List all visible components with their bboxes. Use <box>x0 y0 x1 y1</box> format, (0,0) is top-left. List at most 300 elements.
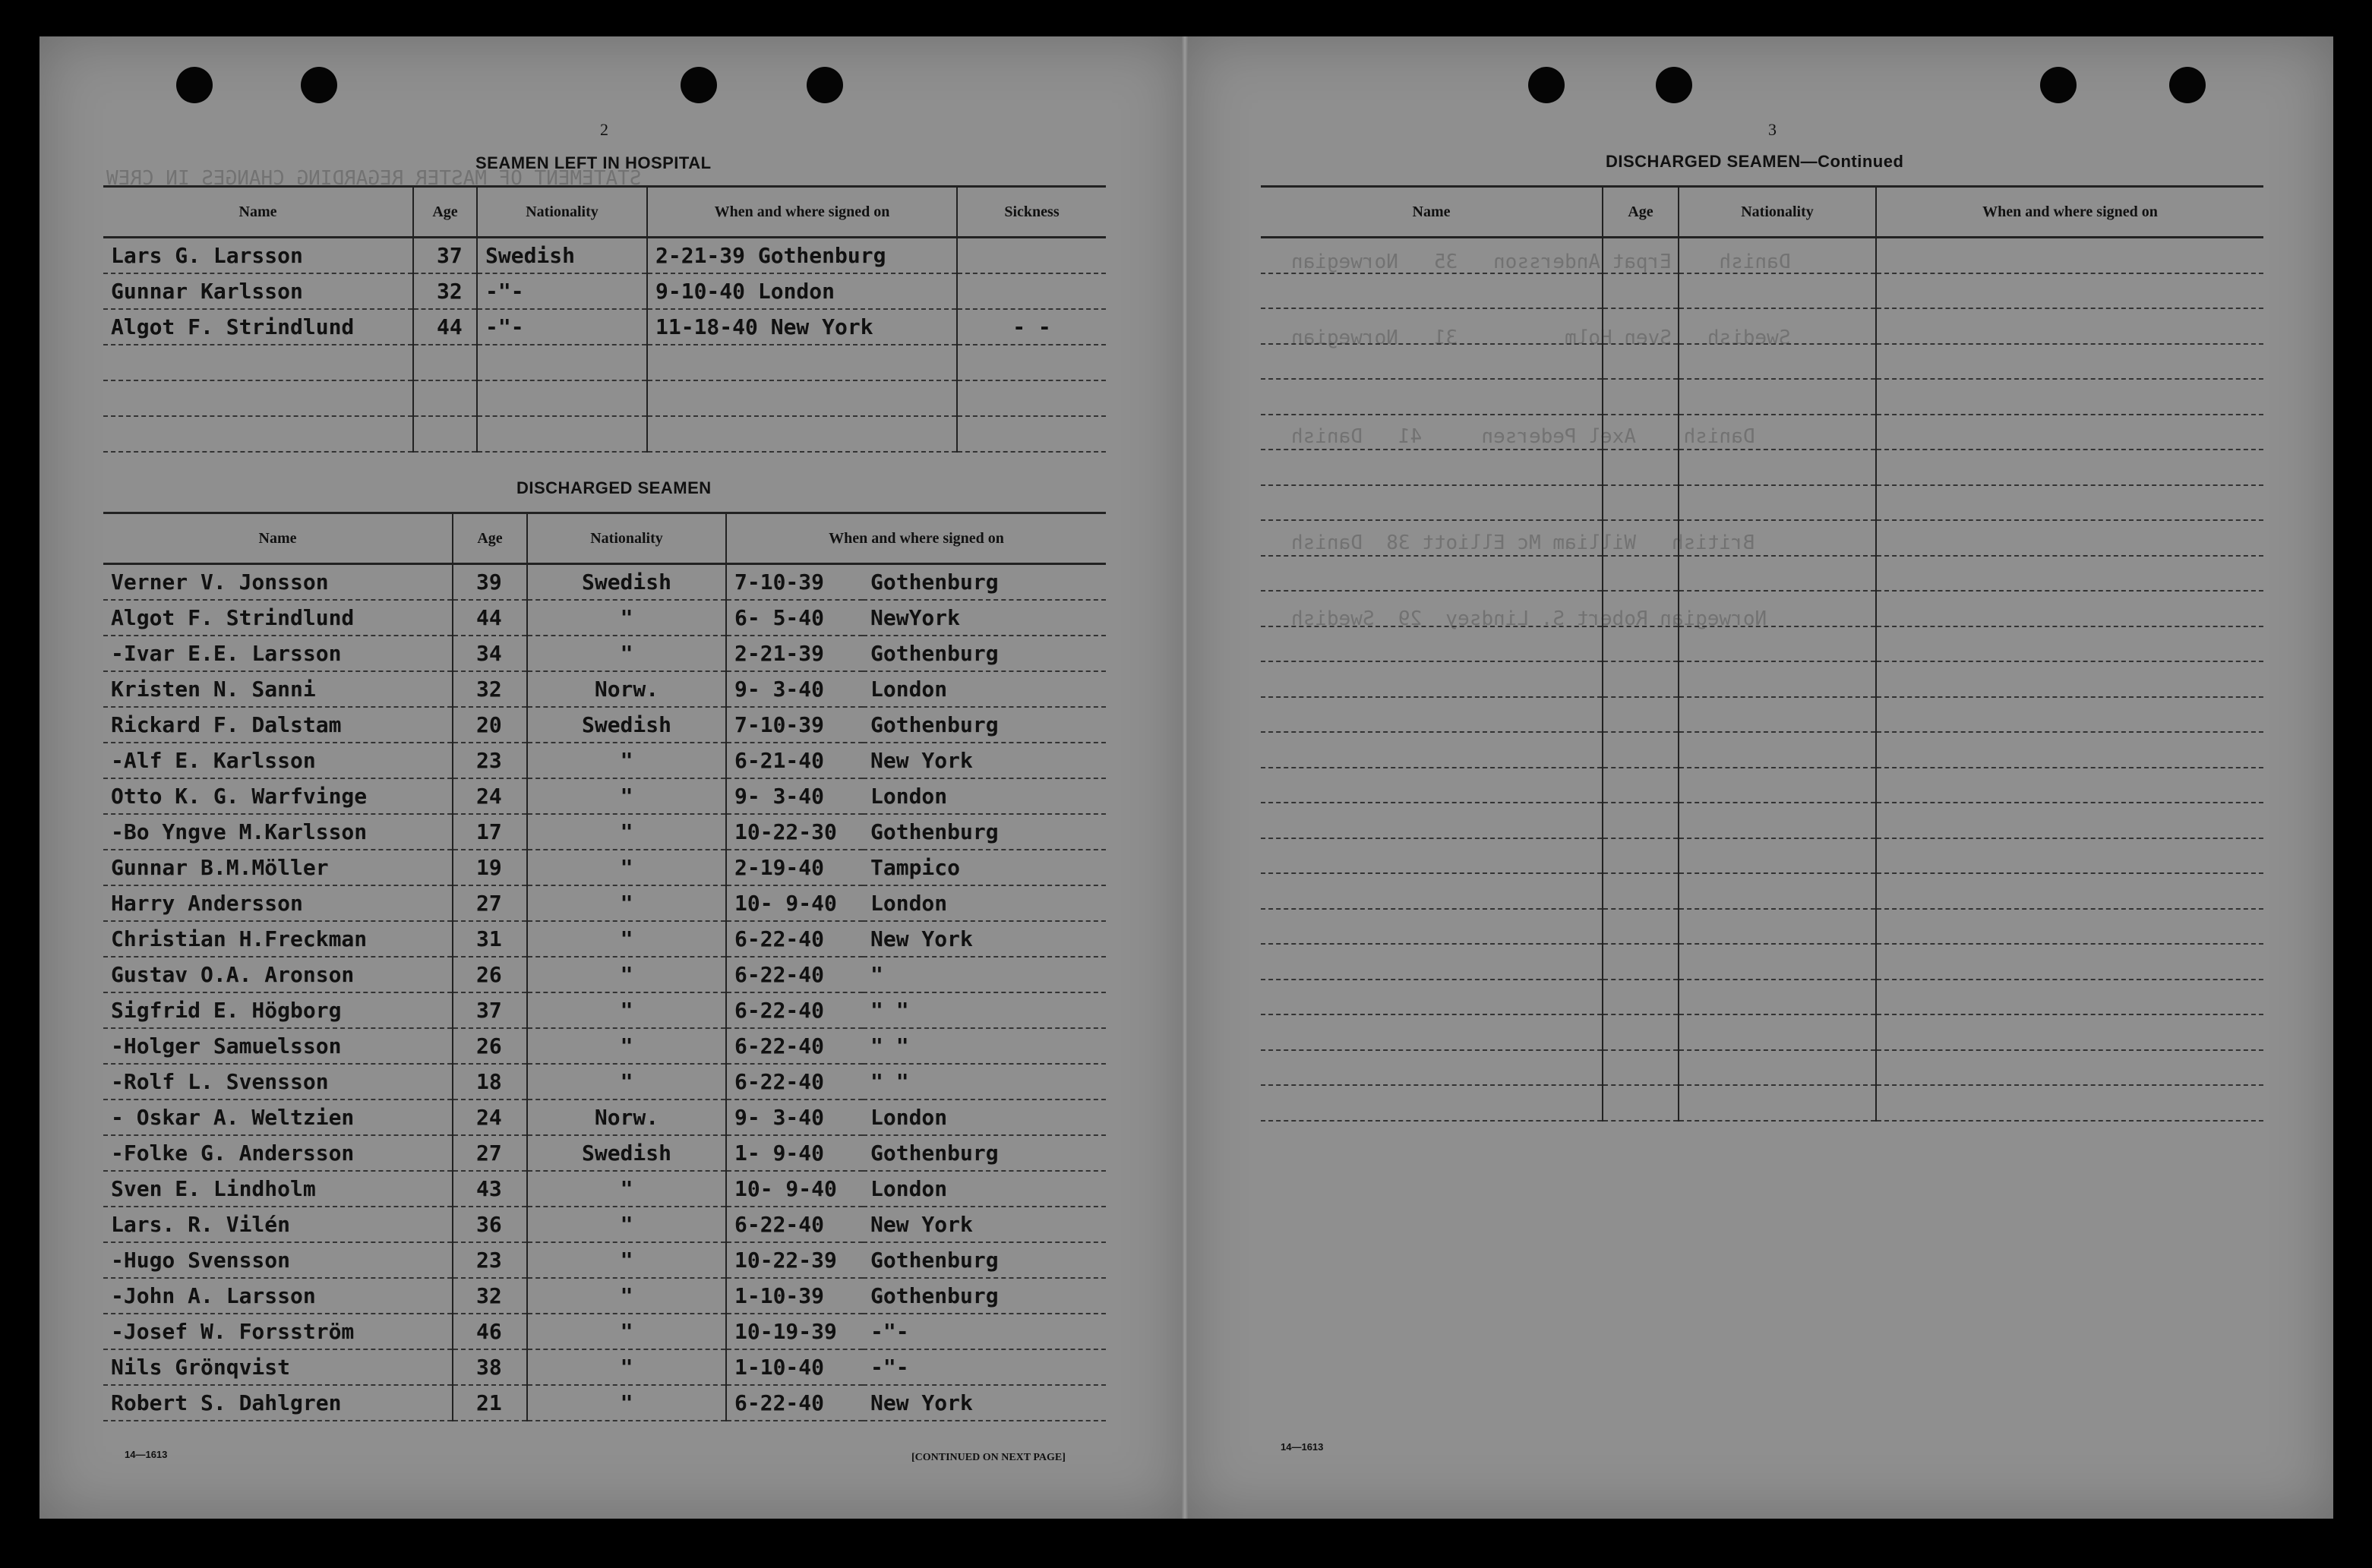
cell-name: Gunnar B.M.Möller <box>103 850 453 885</box>
cell-nationality: " <box>527 1207 726 1242</box>
cell-age <box>1603 556 1679 592</box>
column-header-age: Age <box>413 187 477 238</box>
cell-signed-place: Gothenburg <box>863 636 1106 671</box>
cell-signed-date: 7-10-39 <box>726 564 863 601</box>
table-row <box>1261 768 2263 803</box>
cell-name <box>1261 238 1603 273</box>
cell-name: Algot F. Strindlund <box>103 600 453 636</box>
cell-nationality <box>1679 273 1876 309</box>
cell-name <box>1261 803 1603 838</box>
cell-age: 44 <box>413 309 477 345</box>
table-row <box>1261 838 2263 874</box>
cell-age: 38 <box>453 1349 527 1385</box>
cell-signed-place: London <box>863 778 1106 814</box>
cell-name <box>103 345 413 380</box>
table-row <box>1261 980 2263 1015</box>
cell-name <box>103 380 413 416</box>
cell-signed-date: 9- 3-40 <box>726 778 863 814</box>
table-row <box>103 1099 1106 1135</box>
cell-age <box>1603 485 1679 521</box>
cell-age: 27 <box>453 1135 527 1171</box>
cell-signed-place: London <box>863 1171 1106 1207</box>
cell-nationality <box>1679 379 1876 415</box>
table-row <box>1261 697 2263 733</box>
cell-nationality: " <box>527 921 726 957</box>
cell-nationality: " <box>527 850 726 885</box>
table-header-row <box>103 187 1106 238</box>
cell-signed-place: " " <box>863 992 1106 1028</box>
cell-signed-place: -"- <box>863 1314 1106 1349</box>
cell-name <box>1261 768 1603 803</box>
cell-signed-place: Gothenburg <box>863 564 1106 601</box>
table-row <box>1261 520 2263 556</box>
cell-signed-date: 9- 3-40 <box>726 671 863 707</box>
cell-nationality <box>1679 1085 1876 1121</box>
cell-name: Christian H.Freckman <box>103 921 453 957</box>
column-header-age: Age <box>453 513 527 564</box>
cell-age: 32 <box>453 671 527 707</box>
cell-signed-date: 2-19-40 <box>726 850 863 885</box>
cell-nationality <box>1679 838 1876 874</box>
cell-nationality: " <box>527 885 726 921</box>
cell-age: 44 <box>453 600 527 636</box>
cell-name <box>1261 273 1603 309</box>
table-row <box>1261 591 2263 626</box>
cell-name <box>1261 1050 1603 1086</box>
cell-nationality <box>1679 1050 1876 1086</box>
cell-age <box>1603 768 1679 803</box>
cell-name <box>1261 838 1603 874</box>
discharged-continued-title: DISCHARGED SEAMEN—Continued <box>1606 152 1904 171</box>
cell-nationality: -"- <box>477 309 647 345</box>
cell-signed-on <box>1876 626 2263 662</box>
cell-signed-on <box>1876 308 2263 344</box>
table-row <box>103 957 1106 992</box>
cell-signed-date: 10- 9-40 <box>726 885 863 921</box>
cell-nationality <box>1679 873 1876 909</box>
cell-nationality: Swedish <box>527 1135 726 1171</box>
cell-name <box>1261 626 1603 662</box>
table-row <box>103 1314 1106 1349</box>
cell-name: -Bo Yngve M.Karlsson <box>103 814 453 850</box>
table-row <box>1261 485 2263 521</box>
cell-signed-date: 10-22-30 <box>726 814 863 850</box>
cell-age: 23 <box>453 1242 527 1278</box>
cell-age <box>1603 238 1679 273</box>
table-row <box>1261 661 2263 697</box>
cell-signed-place: -"- <box>863 1349 1106 1385</box>
page-number: 3 <box>1768 120 1777 139</box>
cell-signed-on <box>647 380 957 416</box>
cell-nationality: " <box>527 600 726 636</box>
cell-nationality <box>1679 450 1876 485</box>
cell-signed-on: 2-21-39 Gothenburg <box>647 238 957 274</box>
cell-signed-place: New York <box>863 743 1106 778</box>
page-gutter <box>1182 36 1188 1519</box>
cell-nationality: " <box>527 1349 726 1385</box>
column-header-name: Name <box>103 187 413 238</box>
cell-signed-on <box>1876 1014 2263 1050</box>
cell-nationality: Norw. <box>527 671 726 707</box>
cell-signed-date: 2-21-39 <box>726 636 863 671</box>
cell-signed-place: London <box>863 1099 1106 1135</box>
cell-nationality <box>477 416 647 452</box>
bleed-through-text: Danish Erpat Andersson 35 Norwegian <box>1291 251 1791 273</box>
cell-age: 17 <box>453 814 527 850</box>
cell-age <box>1603 803 1679 838</box>
cell-age: 39 <box>453 564 527 601</box>
cell-signed-on <box>1876 450 2263 485</box>
cell-age: 21 <box>453 1385 527 1421</box>
column-header-sickness: Sickness <box>957 187 1106 238</box>
table-row <box>103 564 1106 601</box>
cell-nationality: " <box>527 743 726 778</box>
cell-signed-on <box>1876 591 2263 626</box>
column-header-nationality: Nationality <box>1679 187 1876 238</box>
cell-name: -Rolf L. Svensson <box>103 1064 453 1099</box>
cell-nationality <box>1679 661 1876 697</box>
column-header-signed-on: When and where signed on <box>1876 187 2263 238</box>
cell-nationality <box>1679 238 1876 273</box>
cell-name <box>1261 591 1603 626</box>
column-header-name: Name <box>103 513 453 564</box>
bleed-through-text: Norwegian Robert S. Lindsey 29 Swedish <box>1291 607 1767 630</box>
cell-signed-place: Gothenburg <box>863 814 1106 850</box>
cell-age: 37 <box>413 238 477 274</box>
cell-nationality <box>1679 732 1876 768</box>
cell-signed-place: London <box>863 671 1106 707</box>
column-header-nationality: Nationality <box>527 513 726 564</box>
table-row <box>1261 238 2263 273</box>
column-header-signed-on: When and where signed on <box>726 513 1106 564</box>
cell-nationality <box>1679 1014 1876 1050</box>
cell-name <box>1261 415 1603 450</box>
cell-signed-on <box>1876 697 2263 733</box>
cell-nationality: Swedish <box>477 238 647 274</box>
table-row <box>1261 1014 2263 1050</box>
cell-age <box>1603 626 1679 662</box>
discharged-continued-table <box>1261 185 2263 1122</box>
cell-name <box>1261 873 1603 909</box>
cell-age <box>1603 732 1679 768</box>
cell-name <box>1261 944 1603 980</box>
table-row <box>1261 273 2263 309</box>
cell-signed-on <box>1876 661 2263 697</box>
cell-age <box>1603 944 1679 980</box>
cell-signed-on <box>1876 838 2263 874</box>
cell-signed-on <box>1876 944 2263 980</box>
table-row <box>1261 450 2263 485</box>
table-row <box>1261 556 2263 592</box>
cell-name <box>1261 1014 1603 1050</box>
cell-age <box>1603 450 1679 485</box>
form-code: 14—1613 <box>125 1449 168 1460</box>
table-row <box>103 1385 1106 1421</box>
form-code: 14—1613 <box>1281 1441 1324 1453</box>
discharged-section-title: DISCHARGED SEAMEN <box>516 478 712 497</box>
bleed-through-text: British William Mc Elliott 38 Danish <box>1291 532 1755 554</box>
cell-signed-place: Gothenburg <box>863 1242 1106 1278</box>
table-row <box>103 636 1106 671</box>
cell-sickness <box>957 273 1106 309</box>
cell-signed-date: 1-10-40 <box>726 1349 863 1385</box>
cell-name: Gunnar Karlsson <box>103 273 413 309</box>
cell-signed-place: " <box>863 957 1106 992</box>
hospital-section-title: SEAMEN LEFT IN HOSPITAL <box>475 153 712 172</box>
cell-signed-date: 6-22-40 <box>726 1207 863 1242</box>
cell-signed-date: 6-22-40 <box>726 1028 863 1064</box>
cell-name: Harry Andersson <box>103 885 453 921</box>
cell-nationality <box>1679 308 1876 344</box>
cell-age: 37 <box>453 992 527 1028</box>
table-row <box>103 416 1106 452</box>
table-row <box>1261 873 2263 909</box>
cell-name <box>1261 661 1603 697</box>
table-row <box>1261 944 2263 980</box>
cell-age: 20 <box>453 707 527 743</box>
cell-nationality: " <box>527 636 726 671</box>
cell-name: -Josef W. Forsström <box>103 1314 453 1349</box>
table-header-row <box>103 513 1106 564</box>
cell-signed-place: London <box>863 885 1106 921</box>
column-header-age: Age <box>1603 187 1679 238</box>
cell-age: 24 <box>453 1099 527 1135</box>
table-row <box>103 885 1106 921</box>
cell-signed-on <box>1876 238 2263 273</box>
cell-nationality <box>1679 344 1876 380</box>
cell-signed-on <box>1876 273 2263 309</box>
cell-age: 26 <box>453 957 527 992</box>
cell-sickness <box>957 380 1106 416</box>
cell-age <box>1603 661 1679 697</box>
table-row <box>103 1349 1106 1385</box>
cell-name: -Hugo Svensson <box>103 1242 453 1278</box>
cell-name <box>1261 697 1603 733</box>
table-row <box>1261 1085 2263 1121</box>
cell-age: 46 <box>453 1314 527 1349</box>
cell-age <box>1603 344 1679 380</box>
cell-name: -Holger Samuelsson <box>103 1028 453 1064</box>
cell-name: -Folke G. Andersson <box>103 1135 453 1171</box>
table-row <box>103 600 1106 636</box>
table-row <box>1261 732 2263 768</box>
hospital-table <box>103 185 1106 453</box>
cell-signed-on <box>1876 768 2263 803</box>
cell-age <box>1603 591 1679 626</box>
table-row <box>103 921 1106 957</box>
cell-age: 18 <box>453 1064 527 1099</box>
cell-name: Lars. R. Vilén <box>103 1207 453 1242</box>
cell-nationality <box>477 380 647 416</box>
cell-name <box>1261 909 1603 945</box>
punch-hole <box>807 67 843 103</box>
cell-signed-on <box>1876 485 2263 521</box>
cell-age: 36 <box>453 1207 527 1242</box>
table-row <box>1261 415 2263 450</box>
column-header-signed-on: When and where signed on <box>647 187 957 238</box>
table-row <box>103 1028 1106 1064</box>
cell-age: 24 <box>453 778 527 814</box>
cell-signed-place: Tampico <box>863 850 1106 885</box>
cell-signed-date: 6-22-40 <box>726 921 863 957</box>
cell-signed-date: 10- 9-40 <box>726 1171 863 1207</box>
cell-name: Rickard F. Dalstam <box>103 707 453 743</box>
cell-nationality <box>1679 485 1876 521</box>
cell-nationality: Swedish <box>527 707 726 743</box>
cell-name: -Alf E. Karlsson <box>103 743 453 778</box>
cell-name: -Ivar E.E. Larsson <box>103 636 453 671</box>
cell-age <box>1603 838 1679 874</box>
cell-age <box>1603 415 1679 450</box>
punch-hole <box>2169 67 2206 103</box>
cell-signed-date: 9- 3-40 <box>726 1099 863 1135</box>
cell-nationality <box>1679 909 1876 945</box>
cell-signed-on <box>1876 1050 2263 1086</box>
cell-signed-date: 6-22-40 <box>726 992 863 1028</box>
cell-nationality <box>1679 556 1876 592</box>
cell-name <box>1261 980 1603 1015</box>
cell-age <box>413 380 477 416</box>
cell-age: 19 <box>453 850 527 885</box>
cell-signed-on <box>647 416 957 452</box>
cell-age: 32 <box>453 1278 527 1314</box>
cell-age <box>1603 873 1679 909</box>
cell-nationality: " <box>527 814 726 850</box>
cell-name <box>1261 1085 1603 1121</box>
cell-age: 23 <box>453 743 527 778</box>
cell-nationality <box>1679 980 1876 1015</box>
cell-name <box>103 416 413 452</box>
table-row <box>103 743 1106 778</box>
cell-signed-place: Gothenburg <box>863 1278 1106 1314</box>
cell-name <box>1261 379 1603 415</box>
cell-signed-place: NewYork <box>863 600 1106 636</box>
continued-note: [CONTINUED ON NEXT PAGE] <box>911 1452 1066 1463</box>
cell-signed-date: 10-19-39 <box>726 1314 863 1349</box>
cell-nationality <box>1679 520 1876 556</box>
punch-hole <box>681 67 717 103</box>
cell-name <box>1261 485 1603 521</box>
cell-sickness <box>957 345 1106 380</box>
column-header-nationality: Nationality <box>477 187 647 238</box>
cell-age <box>1603 980 1679 1015</box>
table-row <box>103 992 1106 1028</box>
cell-signed-on <box>1876 520 2263 556</box>
cell-nationality <box>1679 944 1876 980</box>
table-row <box>103 1135 1106 1171</box>
cell-signed-place: New York <box>863 1207 1106 1242</box>
table-row <box>103 1278 1106 1314</box>
cell-name: Nils Grönqvist <box>103 1349 453 1385</box>
cell-name: Gustav O.A. Aronson <box>103 957 453 992</box>
cell-name <box>1261 450 1603 485</box>
cell-name: Verner V. Jonsson <box>103 564 453 601</box>
cell-age <box>1603 273 1679 309</box>
cell-age: 26 <box>453 1028 527 1064</box>
table-row <box>1261 803 2263 838</box>
page-number: 2 <box>600 120 608 139</box>
cell-signed-on <box>1876 415 2263 450</box>
cell-signed-place: New York <box>863 921 1106 957</box>
cell-signed-date: 6-22-40 <box>726 957 863 992</box>
cell-nationality: " <box>527 1242 726 1278</box>
cell-age: 27 <box>453 885 527 921</box>
cell-signed-on: 9-10-40 London <box>647 273 957 309</box>
cell-signed-on <box>1876 344 2263 380</box>
column-header-name: Name <box>1261 187 1603 238</box>
cell-nationality: " <box>527 778 726 814</box>
cell-nationality: Norw. <box>527 1099 726 1135</box>
cell-nationality: Swedish <box>527 564 726 601</box>
table-row <box>103 1171 1106 1207</box>
cell-age <box>1603 520 1679 556</box>
cell-age: 34 <box>453 636 527 671</box>
table-row <box>103 345 1106 380</box>
cell-age <box>1603 909 1679 945</box>
cell-name: Otto K. G. Warfvinge <box>103 778 453 814</box>
cell-signed-on <box>1876 379 2263 415</box>
table-row <box>1261 344 2263 380</box>
table-row <box>1261 308 2263 344</box>
cell-name: Sven E. Lindholm <box>103 1171 453 1207</box>
cell-signed-on <box>1876 732 2263 768</box>
cell-nationality: " <box>527 1028 726 1064</box>
table-row <box>1261 909 2263 945</box>
cell-nationality: " <box>527 957 726 992</box>
table-row <box>103 1207 1106 1242</box>
punch-hole <box>1528 67 1565 103</box>
cell-age <box>1603 1085 1679 1121</box>
table-row <box>103 380 1106 416</box>
cell-sickness <box>957 416 1106 452</box>
cell-nationality: " <box>527 1171 726 1207</box>
cell-age <box>1603 379 1679 415</box>
punch-hole <box>2040 67 2077 103</box>
punch-hole <box>176 67 213 103</box>
punch-hole <box>1656 67 1692 103</box>
cell-signed-on <box>647 345 957 380</box>
bleed-through-text: STATEMENT OF MASTER REGARDING CHANGES IN CREW <box>106 167 642 190</box>
cell-name: Sigfrid E. Högborg <box>103 992 453 1028</box>
table-row <box>1261 626 2263 662</box>
cell-age <box>1603 1050 1679 1086</box>
cell-signed-on <box>1876 980 2263 1015</box>
cell-age: 31 <box>453 921 527 957</box>
table-row <box>103 238 1106 274</box>
table-row <box>1261 1050 2263 1086</box>
table-row <box>103 1242 1106 1278</box>
cell-nationality <box>477 345 647 380</box>
cell-nationality <box>1679 803 1876 838</box>
cell-nationality: " <box>527 1278 726 1314</box>
cell-age <box>1603 1014 1679 1050</box>
table-row <box>103 309 1106 345</box>
cell-nationality: -"- <box>477 273 647 309</box>
punch-hole <box>301 67 337 103</box>
bleed-through-text: Swedish Sven Holm 31 Norwegian <box>1291 327 1791 349</box>
cell-age: 43 <box>453 1171 527 1207</box>
cell-signed-date: 1- 9-40 <box>726 1135 863 1171</box>
cell-signed-date: 6- 5-40 <box>726 600 863 636</box>
cell-nationality: " <box>527 1314 726 1349</box>
table-row <box>103 778 1106 814</box>
cell-nationality <box>1679 591 1876 626</box>
cell-age <box>413 345 477 380</box>
cell-age <box>1603 697 1679 733</box>
cell-signed-on <box>1876 1085 2263 1121</box>
cell-nationality <box>1679 626 1876 662</box>
cell-nationality: " <box>527 992 726 1028</box>
